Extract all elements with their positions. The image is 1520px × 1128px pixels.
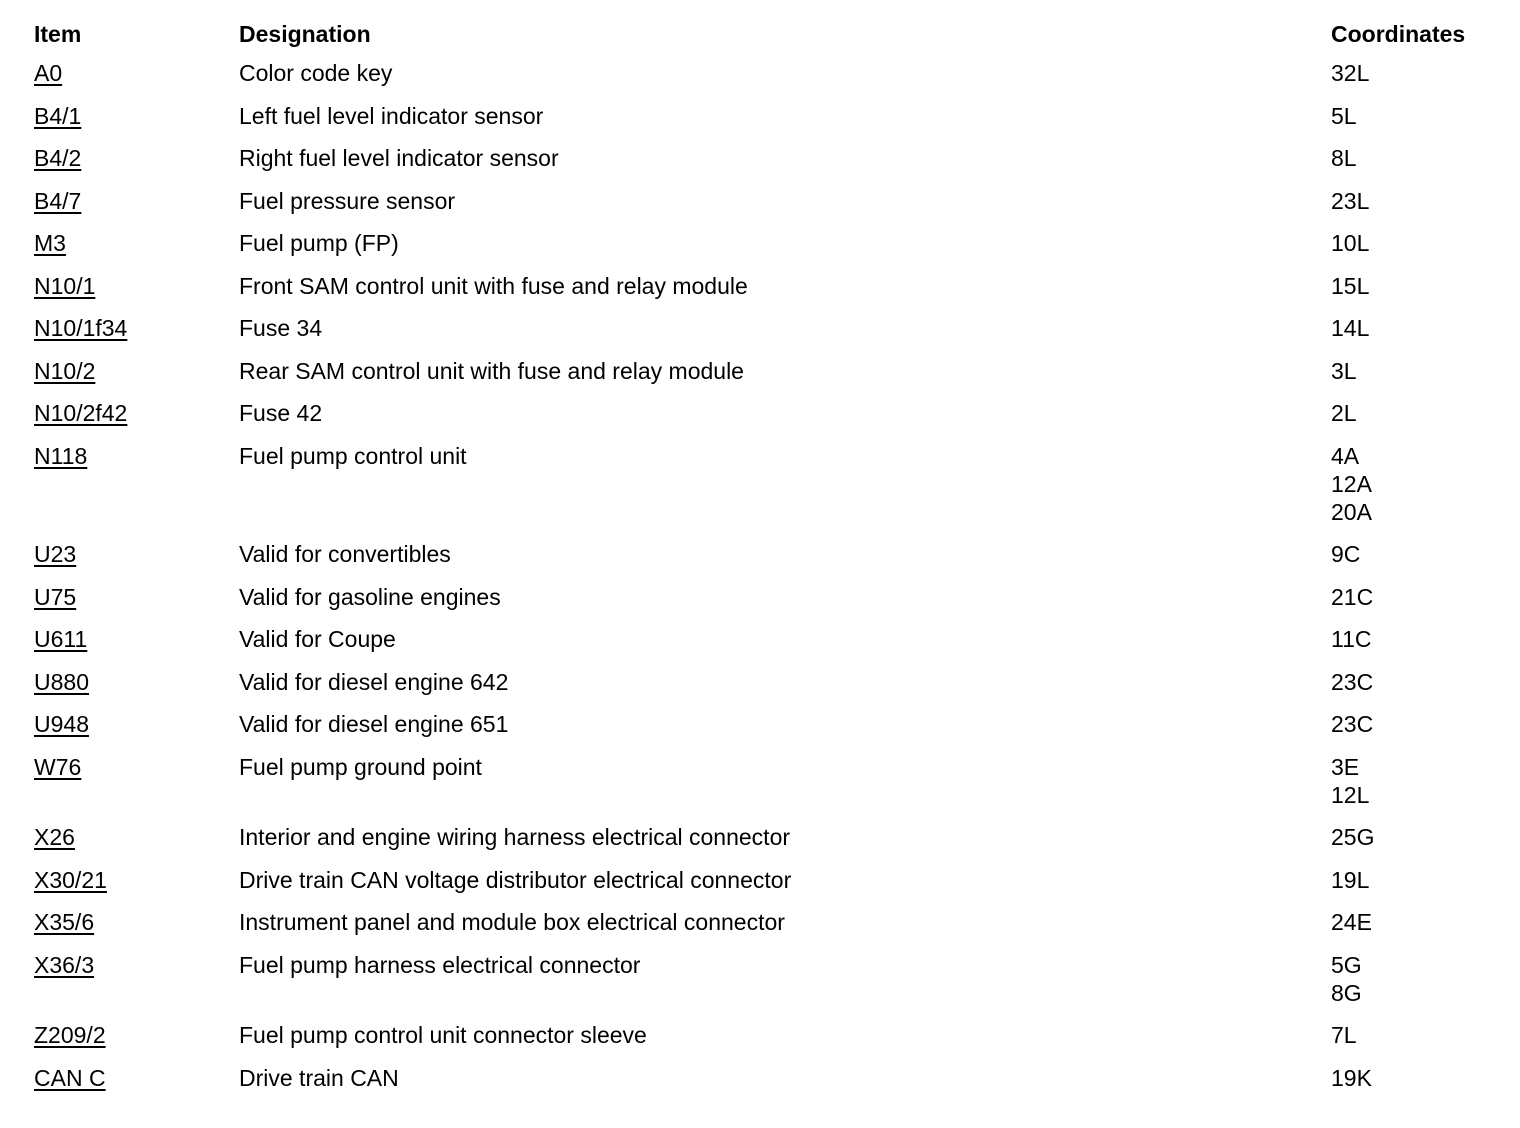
coordinates-cell bbox=[1331, 1021, 1494, 1064]
table-row bbox=[34, 229, 1494, 272]
item-cell bbox=[34, 540, 239, 583]
coordinates-cell bbox=[1331, 625, 1494, 668]
designation-cell: Fuel pump control unit bbox=[239, 442, 467, 469]
item-cell bbox=[34, 272, 239, 315]
designation-cell: Fuel pump ground point bbox=[239, 753, 482, 780]
coordinates-cell bbox=[1331, 866, 1494, 909]
component-legend-table bbox=[34, 20, 1494, 1106]
coordinate-value: 23L bbox=[1331, 187, 1370, 214]
item-cell bbox=[34, 710, 239, 753]
item-link[interactable]: CAN C bbox=[34, 1064, 106, 1091]
item-cell bbox=[34, 59, 239, 102]
coordinates-cell bbox=[1331, 951, 1494, 1022]
coordinate-value: 11C bbox=[1331, 626, 1372, 652]
item-cell bbox=[34, 583, 239, 626]
designation-cell: Valid for convertibles bbox=[239, 541, 451, 567]
designation-cell: Valid for Coupe bbox=[239, 626, 396, 652]
designation-cell: Valid for diesel engine 651 bbox=[239, 711, 509, 737]
item-cell bbox=[34, 442, 239, 541]
coordinates-cell bbox=[1331, 102, 1494, 145]
item-link[interactable]: Z209/2 bbox=[34, 1022, 106, 1048]
table-row bbox=[34, 314, 1494, 357]
table-row bbox=[34, 1064, 1494, 1107]
coordinates-cell bbox=[1331, 668, 1494, 711]
coordinate-value: 15L bbox=[1331, 272, 1370, 299]
designation-cell: Color code key bbox=[239, 60, 393, 86]
item-link[interactable]: N118 bbox=[34, 442, 88, 469]
coordinate-value: 19L bbox=[1331, 866, 1370, 893]
coordinate-value: 3E bbox=[1331, 753, 1360, 780]
table-row bbox=[34, 866, 1494, 909]
coordinate-value: 25G bbox=[1331, 824, 1375, 850]
item-link[interactable]: N10/2 bbox=[34, 357, 96, 384]
coordinates-cell bbox=[1331, 59, 1494, 102]
item-link[interactable]: U23 bbox=[34, 541, 77, 567]
coordinate-value: 4A bbox=[1331, 442, 1360, 469]
header-designation: Designation bbox=[239, 21, 371, 47]
item-link[interactable]: N10/1 bbox=[34, 272, 96, 299]
coordinates-cell bbox=[1331, 908, 1494, 951]
coordinate-value: 7L bbox=[1331, 1022, 1357, 1048]
coordinate-value: 8L bbox=[1331, 145, 1357, 171]
designation-cell: Fuel pump (FP) bbox=[239, 230, 399, 256]
item-cell bbox=[34, 1064, 239, 1107]
item-link[interactable]: A0 bbox=[34, 60, 63, 86]
coordinates-cell bbox=[1331, 357, 1494, 400]
designation-cell: Front SAM control unit with fuse and relay module bbox=[239, 272, 748, 299]
coordinates-cell bbox=[1331, 540, 1494, 583]
coordinates-cell bbox=[1331, 1064, 1494, 1107]
table-row bbox=[34, 102, 1494, 145]
coordinate-value: 24E bbox=[1331, 909, 1372, 935]
coordinate-value: 21C bbox=[1331, 583, 1374, 610]
item-cell bbox=[34, 357, 239, 400]
table-row bbox=[34, 144, 1494, 187]
coordinates-cell bbox=[1331, 710, 1494, 753]
designation-cell: Drive train CAN bbox=[239, 1064, 399, 1091]
table-row bbox=[34, 823, 1494, 866]
item-cell bbox=[34, 753, 239, 824]
item-link[interactable]: U948 bbox=[34, 711, 89, 737]
table-row bbox=[34, 357, 1494, 400]
coordinate-value: 12A bbox=[1331, 470, 1372, 497]
coordinate-value: 10L bbox=[1331, 230, 1370, 256]
item-cell bbox=[34, 951, 239, 1022]
table-row bbox=[34, 710, 1494, 753]
coordinate-value: 5L bbox=[1331, 102, 1357, 129]
table-row bbox=[34, 753, 1494, 824]
table-row bbox=[34, 187, 1494, 230]
designation-cell: Rear SAM control unit with fuse and relay module bbox=[239, 357, 744, 384]
designation-cell: Left fuel level indicator sensor bbox=[239, 102, 544, 129]
coordinates-cell bbox=[1331, 229, 1494, 272]
designation-cell: Instrument panel and module box electrical connector bbox=[239, 909, 785, 935]
table-row bbox=[34, 399, 1494, 442]
item-link[interactable]: U880 bbox=[34, 668, 89, 695]
item-cell bbox=[34, 102, 239, 145]
item-link[interactable]: N10/2f42 bbox=[34, 400, 128, 426]
item-link[interactable]: W76 bbox=[34, 753, 82, 780]
item-cell bbox=[34, 399, 239, 442]
table-row bbox=[34, 540, 1494, 583]
item-link[interactable]: N10/1f34 bbox=[34, 315, 128, 341]
table-row bbox=[34, 908, 1494, 951]
item-link[interactable]: X35/6 bbox=[34, 909, 95, 935]
item-cell bbox=[34, 823, 239, 866]
item-cell bbox=[34, 908, 239, 951]
table-row bbox=[34, 668, 1494, 711]
coordinates-cell bbox=[1331, 823, 1494, 866]
coordinate-value: 5G bbox=[1331, 951, 1362, 978]
table-row bbox=[34, 59, 1494, 102]
designation-cell: Fuse 42 bbox=[239, 400, 323, 426]
coordinate-value: 3L bbox=[1331, 357, 1357, 384]
table-row bbox=[34, 583, 1494, 626]
coordinates-cell bbox=[1331, 583, 1494, 626]
header-coordinates: Coordinates bbox=[1331, 21, 1466, 47]
coordinate-value: 9C bbox=[1331, 541, 1361, 567]
item-link[interactable]: B4/2 bbox=[34, 145, 82, 171]
designation-cell: Valid for gasoline engines bbox=[239, 583, 501, 610]
coordinate-value: 12L bbox=[1331, 781, 1370, 808]
coordinate-value: 2L bbox=[1331, 400, 1357, 426]
designation-cell: Valid for diesel engine 642 bbox=[239, 668, 509, 695]
item-cell bbox=[34, 668, 239, 711]
designation-cell: Drive train CAN voltage distributor electrical connector bbox=[239, 866, 792, 893]
item-cell bbox=[34, 144, 239, 187]
coordinates-cell bbox=[1331, 314, 1494, 357]
table-row bbox=[34, 1021, 1494, 1064]
table-row bbox=[34, 625, 1494, 668]
designation-cell: Fuel pump control unit connector sleeve bbox=[239, 1022, 647, 1048]
coordinates-cell bbox=[1331, 144, 1494, 187]
item-cell bbox=[34, 1021, 239, 1064]
designation-cell: Fuel pump harness electrical connector bbox=[239, 951, 641, 978]
table-row bbox=[34, 272, 1494, 315]
coordinates-cell bbox=[1331, 753, 1494, 824]
designation-cell: Right fuel level indicator sensor bbox=[239, 145, 559, 171]
header-item: Item bbox=[34, 21, 82, 47]
designation-cell: Interior and engine wiring harness electrical connector bbox=[239, 824, 791, 850]
item-cell bbox=[34, 314, 239, 357]
coordinates-cell bbox=[1331, 187, 1494, 230]
item-cell bbox=[34, 229, 239, 272]
coordinate-value: 23C bbox=[1331, 711, 1374, 737]
coordinates-cell bbox=[1331, 272, 1494, 315]
item-cell bbox=[34, 625, 239, 668]
item-link[interactable]: X36/3 bbox=[34, 951, 95, 978]
coordinate-value: 20A bbox=[1331, 498, 1372, 525]
table-row bbox=[34, 951, 1494, 1022]
item-link[interactable]: U75 bbox=[34, 583, 77, 610]
table-header-row bbox=[34, 20, 1494, 59]
item-cell bbox=[34, 866, 239, 909]
coordinate-value: 8G bbox=[1331, 979, 1362, 1006]
item-link[interactable]: B4/7 bbox=[34, 187, 82, 214]
table-body bbox=[34, 59, 1494, 1106]
item-link[interactable]: X30/21 bbox=[34, 866, 107, 893]
coordinate-value: 14L bbox=[1331, 315, 1370, 341]
coordinates-cell bbox=[1331, 399, 1494, 442]
coordinate-value: 32L bbox=[1331, 60, 1370, 86]
designation-cell: Fuel pressure sensor bbox=[239, 187, 456, 214]
item-link[interactable]: X26 bbox=[34, 824, 75, 850]
coordinate-value: 23C bbox=[1331, 668, 1374, 695]
coordinate-value: 19K bbox=[1331, 1064, 1372, 1091]
coordinates-cell bbox=[1331, 442, 1494, 541]
item-link[interactable]: M3 bbox=[34, 230, 66, 256]
table-row bbox=[34, 442, 1494, 541]
item-cell bbox=[34, 187, 239, 230]
item-link[interactable]: B4/1 bbox=[34, 102, 82, 129]
designation-cell: Fuse 34 bbox=[239, 315, 323, 341]
item-link[interactable]: U611 bbox=[34, 626, 88, 652]
